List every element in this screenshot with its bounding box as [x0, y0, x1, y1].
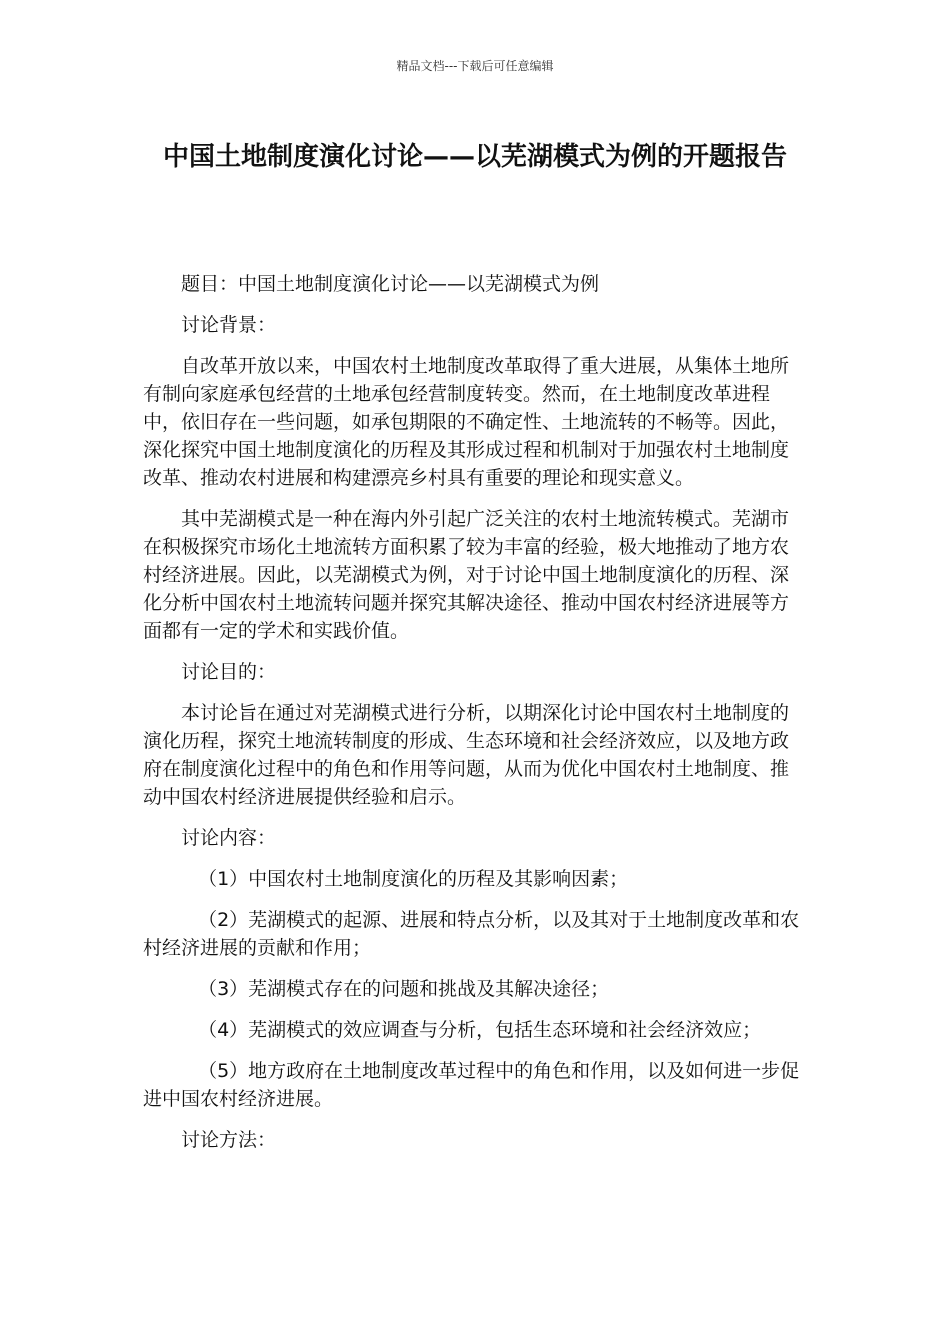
content-item-2: （2）芜湖模式的起源、进展和特点分析，以及其对于土地制度改革和农村经济进展的贡献和作用；	[143, 909, 800, 959]
content-item-1: （1）中国农村土地制度演化的历程及其影响因素；	[198, 868, 629, 890]
section-heading-background: 讨论背景：	[181, 314, 277, 336]
document-body	[143, 270, 807, 1167]
page-header: 精品文档---下载后可任意编辑	[396, 59, 554, 73]
background-paragraph-2: 其中芜湖模式是一种在海内外引起广泛关注的农村土地流转模式。芜湖市在积极探究市场化土地流转方面积累了较为丰富的经验，极大地推动了地方农村经济进展。因此，以芜湖模式为例，对于讨论中国土地制度演化的历程、深化分析中国农村土地流转问题并探究其解决途径、推动中国农村经济进展等方面都有一定的学术和实践价值。	[143, 508, 790, 642]
background-paragraph-1: 自改革开放以来，中国农村土地制度改革取得了重大进展，从集体土地所有制向家庭承包经营的土地承包经营制度转变。然而，在土地制度改革进程中，依旧存在一些问题，如承包期限的不确定性、土地流转的不畅等。因此，深化探究中国土地制度演化的历程及其形成过程和机制对于加强农村土地制度改革、推动农村进展和构建漂亮乡村具有重要的理论和现实意义。	[143, 355, 790, 489]
section-heading-content: 讨论内容：	[181, 827, 277, 849]
section-heading-method: 讨论方法：	[181, 1129, 277, 1151]
topic-line: 题目：中国土地制度演化讨论——以芜湖模式为例	[181, 273, 600, 295]
document-title: 中国土地制度演化讨论——以芜湖模式为例的开题报告	[162, 142, 787, 172]
content-item-3: （3）芜湖模式存在的问题和挑战及其解决途径；	[198, 978, 610, 1000]
content-item-4: （4）芜湖模式的效应调查与分析，包括生态环境和社会经济效应；	[198, 1019, 762, 1041]
content-item-5: （5）地方政府在土地制度改革过程中的角色和作用，以及如何进一步促进中国农村经济进展。	[143, 1060, 800, 1110]
purpose-paragraph: 本讨论旨在通过对芜湖模式进行分析，以期深化讨论中国农村土地制度的演化历程，探究土地流转制度的形成、生态环境和社会经济效应，以及地方政府在制度演化过程中的角色和作用等问题，从而为优化中国农村土地制度、推动中国农村经济进展提供经验和启示。	[143, 702, 790, 808]
section-heading-purpose: 讨论目的：	[181, 661, 277, 683]
